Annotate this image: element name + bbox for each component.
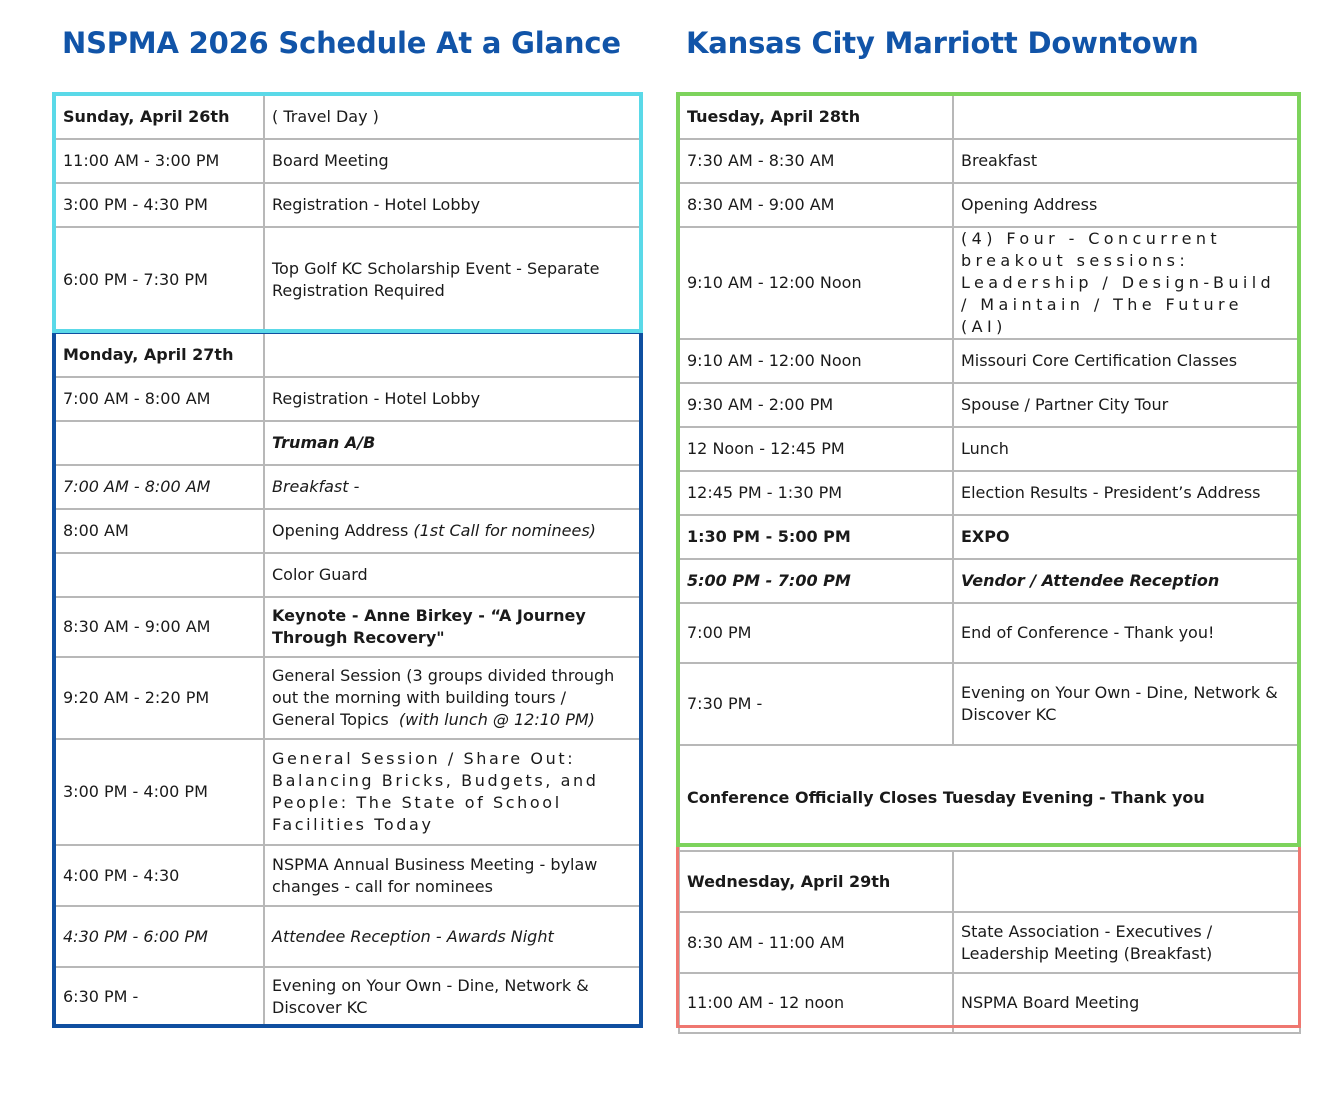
time-cell: 8:00 AM (55, 509, 264, 553)
event-cell: Breakfast - (264, 465, 642, 509)
event-cell: Board Meeting (264, 139, 642, 183)
time-cell: 7:00 AM - 8:00 AM (55, 465, 264, 509)
table-row (55, 509, 642, 553)
room-label: Truman A/B (264, 421, 642, 465)
table-row (55, 183, 642, 227)
table-row (55, 139, 642, 183)
table-row (679, 183, 1300, 227)
event-cell: Vendor / Attendee Reception (953, 559, 1300, 603)
time-cell: 9:20 AM - 2:20 PM (55, 657, 264, 739)
time-cell: 5:00 PM - 7:00 PM (679, 559, 953, 603)
table-row (679, 973, 1300, 1033)
table-row (55, 597, 642, 657)
time-cell: 8:30 AM - 11:00 AM (679, 912, 953, 973)
venue-title: Kansas City Marriott Downtown (686, 26, 1199, 60)
table-row (679, 227, 1300, 339)
table-row (55, 845, 642, 906)
event-note: (1st Call for nominees) (413, 521, 596, 540)
day-note: ( Travel Day ) (264, 95, 642, 139)
time-cell: 7:00 PM (679, 603, 953, 663)
right-schedule-table (678, 94, 1301, 1034)
time-cell: 9:10 AM - 12:00 Noon (679, 227, 953, 339)
time-cell: 6:30 PM - (55, 967, 264, 1027)
time-cell: 8:30 AM - 9:00 AM (55, 597, 264, 657)
event-cell: NSPMA Annual Business Meeting - bylaw changes - call for nominees (264, 845, 642, 906)
table-row (55, 553, 642, 597)
time-cell: 4:00 PM - 4:30 (55, 845, 264, 906)
day-header-row (55, 95, 642, 139)
day-header-row (679, 95, 1300, 139)
empty-cell (264, 333, 642, 377)
event-cell (264, 657, 642, 739)
time-cell: 9:10 AM - 12:00 Noon (679, 339, 953, 383)
table-row (679, 139, 1300, 183)
event-cell: General Session / Share Out: Balancing Bricks, Budgets, and People: The State of School Facilities Today (264, 739, 642, 845)
time-cell: 12:45 PM - 1:30 PM (679, 471, 953, 515)
event-cell: Registration - Hotel Lobby (264, 377, 642, 421)
time-cell: 3:00 PM - 4:30 PM (55, 183, 264, 227)
table-row (55, 906, 642, 967)
day-label: Monday, April 27th (55, 333, 264, 377)
event-cell: Evening on Your Own - Dine, Network & Discover KC (953, 663, 1300, 745)
time-cell: 12 Noon - 12:45 PM (679, 427, 953, 471)
time-cell: 1:30 PM - 5:00 PM (679, 515, 953, 559)
time-cell: 3:00 PM - 4:00 PM (55, 739, 264, 845)
time-cell: 9:30 AM - 2:00 PM (679, 383, 953, 427)
empty-cell (953, 95, 1300, 139)
table-row (55, 421, 642, 465)
time-cell: 11:00 AM - 12 noon (679, 973, 953, 1033)
event-cell: End of Conference - Thank you! (953, 603, 1300, 663)
event-cell: Opening Address (953, 183, 1300, 227)
event-cell: State Association - Executives / Leadership Meeting (Breakfast) (953, 912, 1300, 973)
event-cell: Election Results - President’s Address (953, 471, 1300, 515)
table-row (679, 912, 1300, 973)
event-cell: Top Golf KC Scholarship Event - Separate Registration Required (264, 227, 642, 333)
left-schedule-table (54, 94, 643, 1028)
table-row (55, 465, 642, 509)
time-cell: 7:30 AM - 8:30 AM (679, 139, 953, 183)
event-cell: (4) Four - Concurrent breakout sessions: Leadership / Design-Build / Maintain / The Future (AI) (953, 227, 1300, 339)
table-row (679, 471, 1300, 515)
table-row (55, 227, 642, 333)
event-note: (with lunch @ 12:10 PM) (398, 710, 595, 729)
event-cell: Missouri Core Certification Classes (953, 339, 1300, 383)
table-row (679, 559, 1300, 603)
event-cell: Registration - Hotel Lobby (264, 183, 642, 227)
table-row (679, 383, 1300, 427)
table-row (679, 603, 1300, 663)
event-cell (264, 509, 642, 553)
day-label: Tuesday, April 28th (679, 95, 953, 139)
time-cell: 11:00 AM - 3:00 PM (55, 139, 264, 183)
table-row (679, 427, 1300, 471)
day-label: Wednesday, April 29th (679, 851, 953, 912)
table-row (55, 377, 642, 421)
closing-note: Conference Officially Closes Tuesday Evening - Thank you (679, 745, 1300, 851)
event-cell: EXPO (953, 515, 1300, 559)
table-row (55, 739, 642, 845)
event-cell: Spouse / Partner City Tour (953, 383, 1300, 427)
table-row (679, 515, 1300, 559)
day-header-row (55, 333, 642, 377)
table-row (55, 967, 642, 1027)
event-cell: Color Guard (264, 553, 642, 597)
closing-note-row (679, 745, 1300, 851)
schedule-title: NSPMA 2026 Schedule At a Glance (62, 26, 621, 60)
keynote-cell: Keynote - Anne Birkey - “A Journey Through Recovery" (264, 597, 642, 657)
event-cell: Evening on Your Own - Dine, Network & Discover KC (264, 967, 642, 1027)
table-row (679, 663, 1300, 745)
event-cell: Lunch (953, 427, 1300, 471)
event-cell: NSPMA Board Meeting (953, 973, 1300, 1033)
time-cell (55, 421, 264, 465)
table-row (679, 339, 1300, 383)
time-cell: 7:30 PM - (679, 663, 953, 745)
time-cell: 4:30 PM - 6:00 PM (55, 906, 264, 967)
event-text: Opening Address (272, 521, 409, 540)
day-header-row (679, 851, 1300, 912)
table-row (55, 657, 642, 739)
event-cell: Breakfast (953, 139, 1300, 183)
time-cell: 8:30 AM - 9:00 AM (679, 183, 953, 227)
time-cell: 7:00 AM - 8:00 AM (55, 377, 264, 421)
day-label: Sunday, April 26th (55, 95, 264, 139)
time-cell: 6:00 PM - 7:30 PM (55, 227, 264, 333)
empty-cell (953, 851, 1300, 912)
event-cell: Attendee Reception - Awards Night (264, 906, 642, 967)
time-cell (55, 553, 264, 597)
event-text: General Session (3 groups divided through out the morning with building tours / General Topics (272, 666, 615, 729)
